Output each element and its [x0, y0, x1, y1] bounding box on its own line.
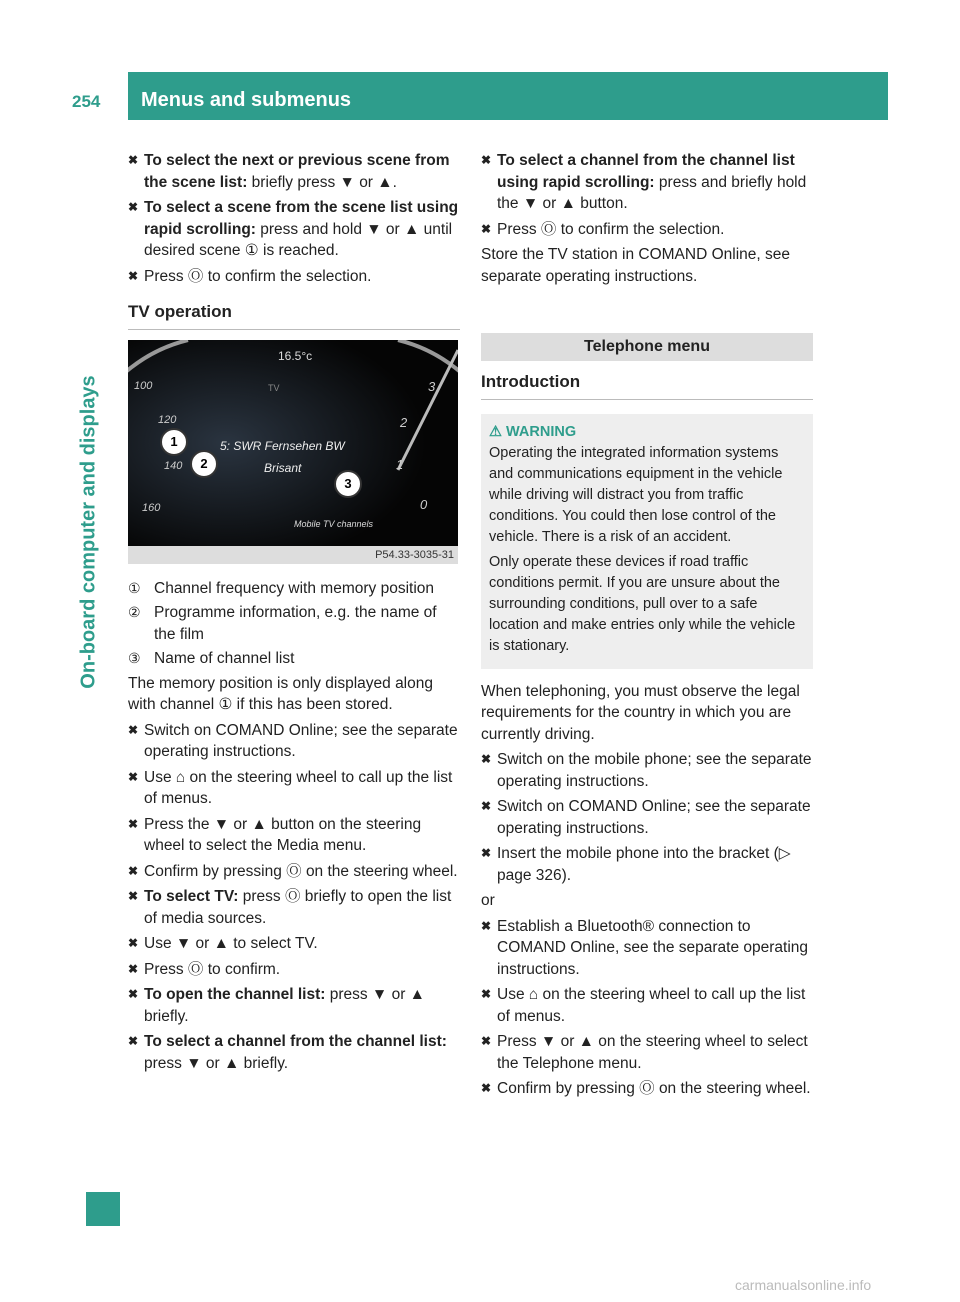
side-tab-label: On-board computer and displays — [77, 375, 100, 689]
step: ✖ To select a channel from the channel list: press ▼ or ▲ briefly. — [128, 1031, 460, 1074]
speed-label: 140 — [164, 459, 183, 472]
step: ✖ To select TV: press Ⓞ briefly to open the list of media sources. — [128, 886, 460, 929]
warning-text: Operating the integrated information systems and communications equipment in the vehicle while driving will distract you from traffic conditions. You could then lose control of the vehicle. There is a risk of an accident. — [489, 444, 783, 545]
rpm-label: 2 — [400, 414, 408, 430]
step: ✖ To select the next or previous scene from the scene list: briefly press ▼ or ▲. — [128, 150, 460, 193]
step: ✖ Press Ⓞ to confirm the selection. — [128, 266, 460, 288]
channel-list-name: Mobile TV channels — [294, 518, 374, 529]
step: ✖ Use ▼ or ▲ to select TV. — [128, 933, 460, 955]
step: ✖ Press the ▼ or ▲ button on the steering wheel to select the Media menu. — [128, 814, 460, 857]
telephone-menu-heading: Telephone menu — [481, 333, 813, 361]
step: ✖ Switch on the mobile phone; see the separate operating instructions. — [481, 749, 813, 792]
rpm-label: 3 — [428, 378, 436, 394]
temperature-readout: 16.5°c — [278, 348, 313, 363]
step: ✖ Confirm by pressing Ⓞ on the steering wheel. — [128, 861, 460, 883]
warning-title: ⚠ WARNING — [489, 423, 577, 440]
warning-box — [481, 414, 813, 669]
marker-2: 2 — [190, 450, 218, 478]
step: ✖ Establish a Bluetooth® connection to COMAND Online, see the separate operating instructions. — [481, 916, 813, 981]
step: ✖ Press Ⓞ to confirm. — [128, 959, 460, 981]
warning-icon: ⚠ — [489, 423, 507, 440]
speed-label: 120 — [158, 413, 177, 426]
legend-item: ① Channel frequency with memory position — [128, 579, 434, 597]
legend-item: ② Programme information, e.g. the name of the film — [128, 604, 437, 643]
speed-label: 160 — [142, 501, 161, 514]
rpm-label: 1 — [396, 456, 404, 472]
step: ✖ Switch on COMAND Online; see the separate operating instructions. — [128, 720, 460, 763]
marker-3: 3 — [334, 470, 362, 498]
step: ✖ Switch on COMAND Online; see the separate operating instructions. — [481, 796, 813, 839]
paragraph: The memory position is only displayed along with channel ① if this has been stored. — [128, 674, 433, 713]
tv-label: TV — [268, 382, 280, 393]
paragraph: Store the TV station in COMAND Online, see separate operating instructions. — [481, 246, 790, 285]
legend-item: ③ Name of channel list — [128, 650, 295, 667]
channel-name: 5: SWR Fernsehen BW — [220, 438, 345, 453]
speed-label: 100 — [134, 379, 153, 392]
warning-text: Only operate these devices if road traffic conditions permit. If you are unsure about the surrounding conditions, pull over to a safe location and make entries only while the vehicle is stationary. — [489, 553, 796, 654]
marker-1: 1 — [160, 428, 188, 456]
programme-name: Brisant — [264, 460, 302, 475]
step: ✖ Insert the mobile phone into the bracket (▷ page 326). — [481, 843, 813, 886]
step: ✖ Use ⌂ on the steering wheel to call up the list of menus. — [481, 984, 813, 1027]
step: ✖ To open the channel list: press ▼ or ▲ briefly. — [128, 984, 460, 1027]
legend — [128, 578, 460, 670]
section-title-tv: TV operation — [128, 301, 460, 330]
page-title: Menus and submenus — [141, 89, 352, 111]
or-text: or — [481, 892, 495, 909]
step: ✖ To select a channel from the channel list using rapid scrolling: press and briefly hold the ▼ or ▲ button. — [481, 150, 813, 215]
step: ✖ To select a scene from the scene list using rapid scrolling: press and hold ▼ or ▲ until desired scene ① is reached. — [128, 197, 460, 262]
step: ✖ Press Ⓞ to confirm the selection. — [481, 219, 813, 241]
dashboard-image — [128, 340, 458, 564]
image-caption: P54.33-3035-31 — [128, 546, 458, 564]
section-title-introduction: Introduction — [481, 371, 813, 400]
paragraph: When telephoning, you must observe the legal requirements for the country in which you are currently driving. — [481, 682, 800, 743]
page-number: 254 — [72, 72, 124, 120]
step: ✖ Press ▼ or ▲ on the steering wheel to select the Telephone menu. — [481, 1031, 813, 1074]
left-column — [128, 150, 460, 1078]
watermark: carmanualsonline.info — [735, 1277, 872, 1293]
step: ✖ Use ⌂ on the steering wheel to call up the list of menus. — [128, 767, 460, 810]
rpm-label: 0 — [420, 496, 428, 512]
right-column — [481, 150, 813, 1104]
step: ✖ Confirm by pressing Ⓞ on the steering wheel. — [481, 1078, 813, 1100]
side-tab-marker — [86, 1192, 120, 1226]
